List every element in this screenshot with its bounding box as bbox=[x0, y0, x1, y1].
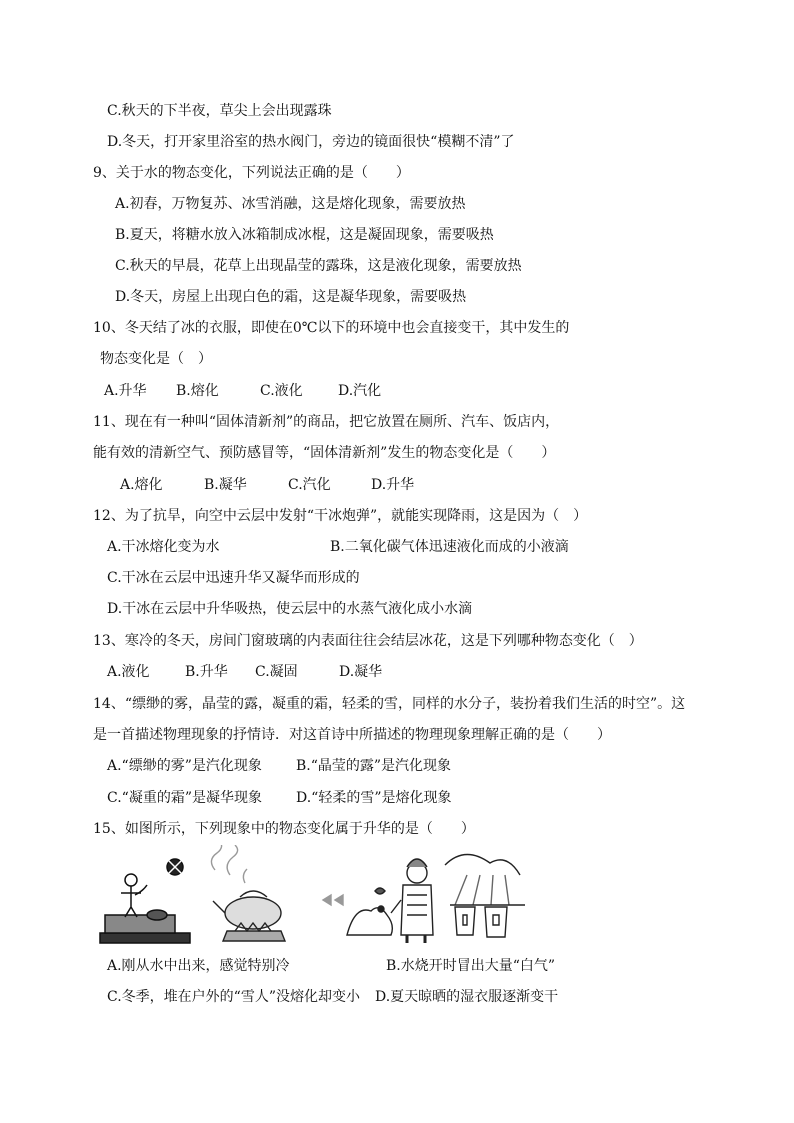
question-15-option-c: C.冬季，堆在户外的“雪人”没熔化却变小 bbox=[107, 989, 360, 1005]
figure-b-kettle-illustration bbox=[211, 845, 285, 941]
question-13-option-d: D.凝华 bbox=[339, 664, 383, 680]
question-12-stem: 12、为了抗旱，向空中云层中发射“干冰炮弹”，就能实现降雨，这是因为（ ） bbox=[93, 508, 588, 524]
figure-a-swimmer-illustration bbox=[100, 859, 190, 943]
question-12-option-c: C.干冰在云层中迅速升华又凝华而形成的 bbox=[107, 570, 360, 586]
question-13-options bbox=[107, 663, 382, 681]
question-12-option-a: A.干冰熔化变为水 bbox=[107, 539, 220, 555]
question-14-option-c: C.“凝重的霜”是凝华现象 bbox=[107, 790, 262, 806]
question-14-stem-line1: 14、“缥缈的雾，晶莹的露，凝重的霜，轻柔的雪，同样的水分子，装扮着我们生活的时空”。这 bbox=[93, 696, 686, 712]
question-11-option-b: B.凝华 bbox=[204, 477, 247, 493]
question-15-figure bbox=[95, 845, 535, 945]
question-15-stem: 15、如图所示，下列现象中的物态变化属于升华的是（ ） bbox=[93, 821, 475, 837]
question-11-stem-line1: 11、现在有一种叫“固体清新剂”的商品，把它放置在厕所、汽车、饭店内， bbox=[93, 414, 560, 430]
prev-option-d: D.冬天，打开家里浴室的热水阀门，旁边的镜面很快“模糊不清”了 bbox=[107, 134, 515, 150]
question-14-stem-line2: 是一首描述物理现象的抒情诗．对这首诗中所描述的物理现象理解正确的是（ ） bbox=[93, 727, 611, 743]
question-10-option-d: D.汽化 bbox=[338, 383, 382, 399]
question-9-option-d: D.冬天，房屋上出现白色的霜，这是凝华现象，需要吸热 bbox=[115, 289, 467, 305]
question-9-option-c: C.秋天的早晨，花草上出现晶莹的露珠，这是液化现象，需要放热 bbox=[115, 258, 522, 274]
question-10-option-c: C.液化 bbox=[260, 383, 303, 399]
prev-option-c: C.秋天的下半夜，草尖上会出现露珠 bbox=[107, 103, 332, 119]
question-11-option-d: D.升华 bbox=[371, 477, 415, 493]
figure-d-drying-clothes-illustration bbox=[445, 854, 525, 937]
question-12-option-b: B.二氧化碳气体迅速液化而成的小液滴 bbox=[330, 539, 569, 555]
question-15-option-d: D.夏天晾晒的湿衣服逐渐变干 bbox=[375, 989, 559, 1005]
question-9-option-b: B.夏天，将糖水放入冰箱制成冰棍，这是凝固现象，需要吸热 bbox=[115, 227, 494, 243]
question-10-stem-line2: 物态变化是（ ） bbox=[100, 351, 212, 367]
question-10-option-a: A.升华 bbox=[104, 383, 147, 399]
question-15-option-b: B.水烧开时冒出大量“白气” bbox=[386, 958, 556, 974]
question-14-option-d: D.“轻柔的雪”是熔化现象 bbox=[296, 790, 452, 806]
question-13-stem: 13、寒冷的冬天，房间门窗玻璃的内表面往往会结层冰花，这是下列哪种物态变化（ ） bbox=[93, 633, 643, 649]
figure-c-snowman-illustration bbox=[323, 888, 392, 935]
question-13-option-a: A.液化 bbox=[107, 664, 150, 680]
question-9-option-a: A.初春，万物复苏、冰雪消融，这是熔化现象，需要放热 bbox=[115, 196, 466, 212]
question-10-stem-line1: 10、冬天结了冰的衣服，即使在0℃以下的环境中也会直接变干，其中发生的 bbox=[93, 320, 570, 336]
question-14-option-b: B.“晶莹的露”是汽化现象 bbox=[296, 758, 452, 774]
figure-c-person-illustration bbox=[391, 859, 433, 943]
question-11-options bbox=[120, 476, 414, 494]
question-10-options bbox=[104, 382, 381, 400]
question-10-option-b: B.熔化 bbox=[176, 383, 219, 399]
question-11-stem-line2: 能有效的清新空气、预防感冒等，“固体清新剂”发生的物态变化是（ ） bbox=[93, 445, 556, 461]
question-12-option-d: D.干冰在云层中升华吸热，使云层中的水蒸气液化成小水滴 bbox=[107, 601, 473, 617]
question-13-option-c: C.凝固 bbox=[255, 664, 298, 680]
question-15-option-a: A.刚从水中出来，感觉特别冷 bbox=[107, 958, 290, 974]
question-11-option-a: A.熔化 bbox=[120, 477, 163, 493]
question-14-option-a: A.“缥缈的雾”是汽化现象 bbox=[107, 758, 262, 774]
question-13-option-b: B.升华 bbox=[185, 664, 228, 680]
question-11-option-c: C.汽化 bbox=[288, 477, 331, 493]
question-9-stem: 9、关于水的物态变化，下列说法正确的是（ ） bbox=[93, 165, 410, 181]
